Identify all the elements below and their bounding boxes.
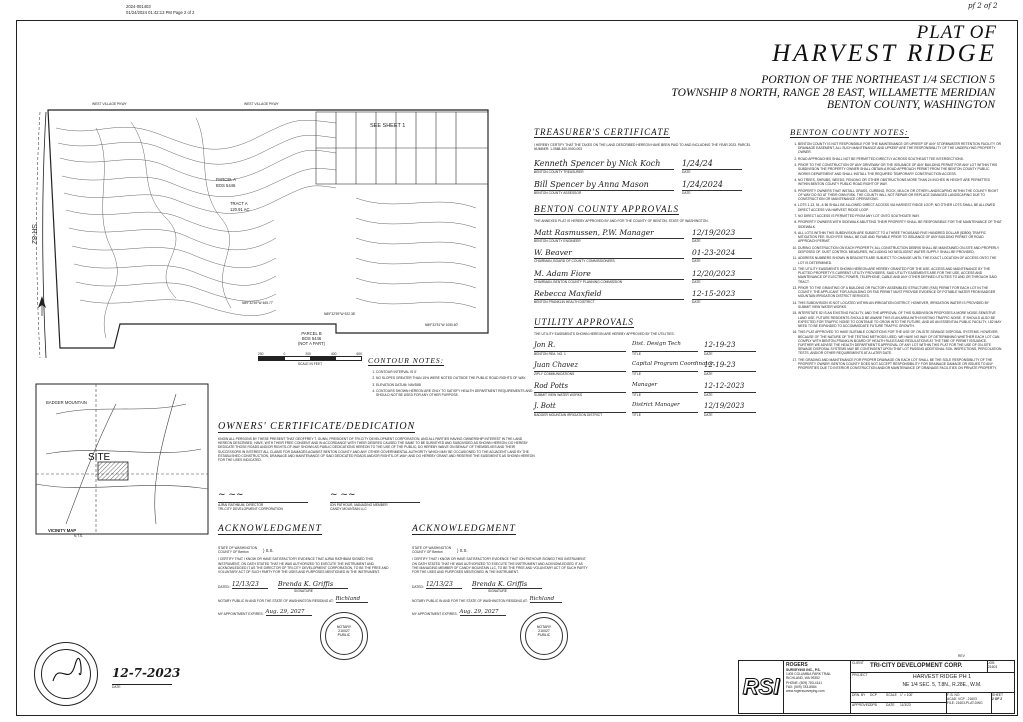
county-approval-date-block — [692, 289, 752, 304]
owners-title: OWNERS' CERTIFICATE/DEDICATION — [218, 421, 416, 432]
date-label: DATE — [692, 259, 701, 264]
owner-sig-2-org: CANDY MOUNTAIN LLC — [330, 507, 367, 512]
utility-approvals-text: THE UTILITY EASEMENTS SHOWN HEREON ARE HEREBY APPROVED BY THE UTILITIES: — [534, 332, 675, 336]
plat-title-line1: PLAT OF — [916, 22, 997, 43]
parcel-a-bos: BOS 5446 — [216, 183, 236, 188]
project-value: HARVEST RIDGE PH 1 — [912, 674, 972, 680]
assessor-signature: Bill Spencer by Anna Mason — [534, 180, 674, 191]
scale-graphic — [258, 356, 362, 361]
county-approval-signature: W. Beaver — [534, 248, 684, 259]
utility-approval-row — [534, 402, 756, 417]
date-label: DATE — [704, 352, 713, 357]
print-doc-id: 2024-001403 — [126, 4, 151, 9]
firm-name: ROGERS — [786, 662, 808, 668]
ack1-county: COUNTY OF Benton — [218, 550, 249, 555]
scale-label: SCALE IN FEET — [297, 362, 323, 367]
county-approval-label: CHAIRMAN, BOARD OF COUNTY COMMISSIONERS — [534, 259, 615, 264]
site-map — [36, 98, 496, 380]
ack1-text: I CERTIFY THAT I KNOW OR HAVE SATISFACTORY EVIDENCE THAT AJRAI RATHBUM SIGNED THIS INSTRUMENT, ON OATH STATED THAT HE WAS AUTHORIZED TO EXECUTE THE INSTRUMENT AND ACKNOWLEDGED IT AS THE DIRECTOR OF TRI-CITY DEVELOPMENT CORPORATION, TO BE THE FREE AND VOLUNTARY ACT OF SUCH PARTY FOR THE USES AND PURPOSES MENTIONED IN THE INSTRUMENT. — [218, 557, 389, 575]
utility-date: 12/19/2023 — [704, 402, 756, 413]
county-approval-label: BENTON FRANKLIN HEALTH DISTRICT — [534, 299, 595, 304]
county-approval-date: 12/20/2023 — [692, 269, 752, 280]
treasurer-sig-row — [534, 159, 754, 174]
county-note: 7. NO DIRECT ACCESS IS PERMITTED FROM ANY LOT ONTO SOUTHGATE WAY. — [798, 214, 1002, 218]
ack2-expires: Aug. 29, 2027 — [460, 609, 506, 616]
utility-title-block — [632, 341, 698, 356]
north-arrow-icon — [34, 296, 50, 316]
county-note: 8. PROPERTY OWNERS WITH SIDEWALK ABUTTING THEIR PROPERTY SHALL BE RESPONSIBLE FOR THE MAINTENANCE OF THAT SIDEWALK. — [798, 220, 1002, 228]
ack2-sig-label: SIGNATURE — [488, 589, 507, 594]
vicinity-map-label: VICINITY MAP — [48, 528, 77, 533]
county-approval-label: CHAIRMAN, BENTON COUNTY PLANNING COMMISSION — [534, 279, 623, 284]
ack2-dated-label: DATED: — [412, 585, 424, 590]
scale-tick: 0 — [283, 352, 286, 356]
county-note: 2. ROAD APPROACHES SHALL NOT BE PERMITTED DIRECTLY ACROSS SOUTHEAST TEE INTERSECTIONS. — [798, 157, 1002, 161]
county-notes-title: BENTON COUNTY NOTES: — [790, 127, 909, 137]
county-approval-date-block — [692, 248, 752, 263]
date-label: DATE — [682, 190, 691, 195]
utility-signature: Rod Potts — [534, 382, 626, 393]
firm-fax: FAX: (509) 783-8584 — [786, 684, 817, 689]
county-approval-sig-block — [534, 248, 684, 263]
dim-line-2: N89°32'59"W 922.38' — [324, 312, 356, 316]
date-label: DATE — [692, 299, 701, 304]
utility-title: Manager — [632, 382, 698, 393]
owner-sig-2-name: ION PATHOUR, MANAGING MEMBER — [330, 503, 388, 507]
site-label: SITE — [88, 452, 111, 463]
county-approval-row — [534, 228, 756, 243]
county-note: 15. INTERSTATE 82 IS AN EXISTING FACILITY, AND THE APPROVAL OF THIS SUBDIVISION PROPOSES A MORE NOISE-SENSITIVE LAND USE. FUTURE RESIDENTS SHOULD BE AWARE THIS IS AN AREA WITH EXISTING TRAFFIC NOISE. IT SHOULD ALSO BE EXPECTED FOR TRAFFIC NOISE TO CONTINUE TO GROW INTO THE FUTURE, AND AS AN ESSENTIAL PUBLIC FACILITY, I-82 MAY NEED TO BE EXPANDED TO ACCOMMODATE FUTURE TRAFFIC GROWTH. — [798, 311, 1002, 328]
parcel-b-label: PARCEL B — [301, 331, 322, 336]
location-line1: PORTION OF THE NORTHEAST 1/4 SECTION 5 — [761, 74, 995, 86]
county-approvals-title: BENTON COUNTY APPROVALS — [534, 204, 680, 214]
utility-approvals-title: UTILITY APPROVALS — [534, 317, 634, 327]
location-line2: TOWNSHIP 8 NORTH, RANGE 28 EAST, WILLAMETTE MERIDIAN — [671, 86, 995, 99]
firm-addr1: 1405 COLUMBIA PARK TRAIL — [786, 672, 832, 677]
owner-sig-1-org: TRI-CITY DEVELOPMENT CORPORATION — [218, 507, 283, 512]
treasurer-certificate — [534, 122, 754, 195]
scale-tick: 200 — [258, 352, 264, 356]
county-notes-list — [790, 142, 1002, 370]
ack2-text: I CERTIFY THAT I KNOW OR HAVE SATISFACTORY EVIDENCE THAT ION PATHOUR SIGNED THIS INSTRUMENT, ON OATH STATED THAT HE WAS AUTHORIZED TO EXECUTE THE INSTRUMENT AND ACKNOWLEDGED IT AS THE MANAGING MEMBER OF CANDY MOUNTAIN LLC, TO BE THE FREE AND VOLUNTARY ACT OF SUCH PARTY FOR THE USES AND PURPOSES MENTIONED IN THE INSTRUMENT. — [412, 557, 588, 575]
street-label: WEST VILLAGE PKWY — [92, 102, 127, 106]
owner-sig-1-name: AJRAI RATHBUM, DIRECTOR — [218, 503, 264, 507]
ack2-notary: NOTARY PUBLIC IN AND FOR THE STATE OF WASHINGTON RESIDING AT: — [412, 599, 528, 604]
county-note: 6. LOTS 1-13, 51, & 56 SHALL BE ALLOWED DIRECT ACCESS VIA HARVEST RIDGE LOOP; NO OTHER LOTS SHALL BE ALLOWED DIRECT ACCESS VIA HARVEST RIDGE LOOP. — [798, 203, 1002, 211]
county-note: 13. PRIOR TO THE GRANTING OF A BUILDING OR FACTORY ASSEMBLED STRUCTURE (FAS) PERMIT FOR EACH LOT IN THE COUNTY, THE APPLICANT FOR A BUILDING OR FAS PERMIT MUST PROVIDE EVIDENCE OF POTABLE WATER FROM BADGER MOUNTAIN IRRIGATION DISTRICT SERVICES. — [798, 286, 1002, 299]
county-approval-signature: Rebecca Maxfield — [534, 289, 684, 300]
scale-tb-value: 1" = 100' — [900, 693, 913, 697]
rev-label: REV — [958, 654, 965, 658]
surveyor-stamp-date: 12-7-2023 — [112, 666, 181, 680]
sheet-value: 2 OF 2 — [992, 697, 1003, 702]
date-label: DATE — [704, 412, 713, 417]
county-approval-date-block — [692, 228, 752, 243]
utility-signature: J. Bott — [534, 402, 626, 413]
utility-label: BADGER MOUNTAIN IRRIGATION DISTRICT — [534, 412, 603, 417]
date-label: DATE — [682, 170, 691, 175]
utility-sig-block — [534, 361, 626, 376]
project-label: PROJECT — [852, 673, 868, 677]
job-value: 21603 — [988, 665, 998, 670]
owner-signature-2: ~ ~~ — [330, 490, 420, 503]
ack2-ss: } S.S. — [457, 547, 468, 553]
title-label: TITLE — [632, 412, 641, 417]
ack2-county: COUNTY OF Benton — [412, 550, 443, 555]
county-approval-row — [534, 269, 756, 284]
county-approval-sig-block — [534, 269, 684, 284]
county-approval-date: 01-23-2024 — [692, 248, 752, 259]
contour-notes-list — [368, 370, 538, 398]
firm-phone: PHONE: (509) 783-4141 — [786, 680, 823, 685]
sr82-label: SR-82 — [30, 224, 37, 244]
appr-value: DPB — [870, 703, 877, 707]
scale-bar — [258, 352, 362, 366]
utility-sig-block — [534, 382, 626, 397]
job-label: JOB — [988, 661, 995, 665]
ack2-title: ACKNOWLEDGMENT — [412, 524, 516, 534]
sheet-mark: pf 2 of 2 — [968, 2, 998, 10]
parcel-b-bos: BOS 5446 — [301, 336, 322, 341]
title-block — [738, 660, 1015, 714]
seal-line: PUBLIC — [537, 633, 551, 637]
utility-approval-row — [534, 382, 756, 397]
surveyor-stamp — [34, 642, 98, 706]
ack1-sig-label: SIGNATURE — [294, 589, 313, 594]
utility-approvals — [534, 312, 756, 417]
utility-date: 12-19-23 — [704, 341, 756, 352]
utility-signature: Jon R. — [534, 341, 626, 352]
scale-tick: 600 — [356, 352, 362, 356]
acknowledgment-1 — [218, 518, 394, 616]
vicinity-map — [36, 384, 208, 534]
print-timestamp: 01/24/2024 01:42:13 PM Page 2 of 2 — [126, 10, 195, 15]
date-tb-value: 11/3/23 — [900, 703, 911, 707]
firm-name-2: SURVEYING INC., P.S. — [786, 668, 821, 672]
ack1-expires: Aug. 29, 2027 — [266, 609, 312, 616]
seal-line: PUBLIC — [337, 633, 351, 637]
utility-title: Capital Program Coordinator — [632, 361, 698, 372]
ack2-state: STATE OF WASHINGTON — [412, 546, 452, 550]
firm-info — [784, 661, 851, 713]
county-approval-sig-block — [534, 289, 684, 304]
ack1-dated-label: DATED: — [218, 585, 230, 590]
date-label: DATE — [692, 279, 701, 284]
county-notes — [790, 122, 1002, 373]
scale-tick: 400 — [330, 352, 337, 356]
firm-web: www.rogerssurveying.com — [786, 689, 825, 694]
county-approvals — [534, 199, 756, 304]
county-approval-signature: M. Adam Fiore — [534, 269, 684, 280]
rsi-logo-text: RSI — [742, 674, 780, 699]
utility-label: SUMMIT VIEW WATER WORKS — [534, 392, 583, 397]
fb-label: F. B. NO. — [947, 693, 961, 697]
seal-line: 210027 — [338, 629, 350, 633]
treasurer-title: TREASURER'S CERTIFICATE — [534, 127, 670, 137]
county-approval-date: 12-15-2023 — [692, 289, 752, 300]
client-label: CLIENT — [852, 661, 864, 665]
date-label: DATE — [704, 372, 713, 377]
county-approval-date: 12/19/2023 — [692, 228, 752, 239]
utility-title: Dist. Design Tech — [632, 341, 698, 352]
title-label: TITLE — [632, 392, 641, 397]
date-label: DATE — [692, 239, 701, 244]
utility-title: District Manager — [632, 402, 698, 413]
dim-line-3: N89°32'51"W 1050.60' — [425, 323, 459, 327]
utility-date-block — [704, 341, 756, 356]
drn-label: DRN. BY — [852, 693, 866, 697]
sheet-label: SHEET — [992, 693, 1003, 697]
see-sheet-label: SEE SHEET 1 — [370, 123, 406, 129]
assessor-sig-row — [534, 180, 754, 195]
title-label: TITLE — [632, 372, 641, 377]
plat-title-line2: HARVEST RIDGE — [772, 40, 997, 67]
notary-seal-2 — [520, 612, 568, 660]
parcel-b-note: (NOT A PART) — [298, 341, 325, 346]
utility-signature: Juan Chavez — [534, 361, 626, 372]
ack1-notary: NOTARY PUBLIC IN AND FOR THE STATE OF WASHINGTON RESIDING AT: — [218, 599, 334, 604]
dim-line-1: N89°32'59"W 465.77' — [242, 301, 274, 305]
ack2-expires-label: MY APPOINTMENT EXPIRES: — [412, 612, 458, 617]
county-approval-label: BENTON COUNTY ENGINEER — [534, 239, 581, 244]
title-block-fields — [851, 661, 1014, 713]
owner-sig-2 — [330, 490, 420, 511]
county-note: 5. PROPERTY OWNERS THAT INSTALL GRASS, CURBING, ROCK, MULCH OR OTHER LANDSCAPING WITHIN THE COUNTY RIGHT OF WAY DO SO AT THEIR OWN RISK. THE COUNTY WILL NOT REPAIR OR REPLACE DAMAGED LANDSCAPING DUE TO CONSTRUCTION OR MAINTENANCE OPERATIONS. — [798, 189, 1002, 202]
project-desc: NE 1/4 SEC. 5, T.8N., R.28E., W.M. — [902, 682, 982, 688]
contour-note: 2. NO SLOPES GREATER THAN 15% WERE NOTED OUTSIDE THE PUBLIC ROAD RIGHTS OF WAY. — [376, 376, 538, 380]
rsi-logo — [739, 661, 784, 713]
file-value: FILE: 21603-PLAT.DWG — [947, 701, 983, 706]
ack1-ss: } S.S. — [263, 547, 274, 553]
badger-mountain-label: BADGER MOUNTAIN — [46, 400, 87, 405]
utility-approval-row — [534, 341, 756, 356]
utility-date-block — [704, 402, 756, 417]
notary-seal-1 — [320, 612, 368, 660]
utility-label: BENTON REA. NO. 1 — [534, 352, 566, 357]
contour-notes — [368, 350, 538, 400]
owner-sig-1 — [218, 490, 308, 511]
utility-approval-row — [534, 361, 756, 376]
county-note: 3. PRIOR TO THE CONSTRUCTION OF ANY DRIVEWAY OR THE ISSUANCE OF ANY BUILDING PERMIT FOR ANY LOT WITHIN THIS SUBDIVISION THE PROPERTY OWNER SHALL OBTAIN A ROAD APPROACH PERMIT FROM THE BENTON COUNTY PUBLIC WORKS DEPARTMENT AND SHALL INSTALL THE REQUIRED TEMPORARY CONSTRUCTION ACCESS. — [798, 163, 1002, 176]
surveyor-date-label: DATE — [112, 684, 172, 689]
acad-value: ACAD: VCP - 21603 — [947, 697, 977, 702]
vicinity-nts: N.T.S. — [74, 534, 83, 538]
owners-text: KNOW ALL PERSONS BY THESE PRESENT THAT GEOFFREY T. GUNN, PRESIDENT OF TRI-CITY DEVELOPMENT CORPORATION, AND ALL PARTIES HAVING OWNERSHIP INTEREST IN THE LAND HEREON DESCRIBED, HAVE, WITH THEIR FREE CONSENT AND IN ACCORDANCE WITH THEIR DESIRES CAUSED THE SAME TO BE SURVEYED AND SUBDIVIDED AS SHOWN HEREON; DO HEREBY DEDICATE THOSE ROADS AND/OR RIGHTS-OF-WAY SHOWN AS PUBLIC DEDICATIONS HEREON TO THE USE OF THE PUBLIC; DO HEREBY WAIVE ON BEHALF OF THEMSELVES AND THEIR SUCCESSORS IN INTEREST ALL CLAIMS FOR DAMAGES AGAINST BENTON COUNTY AND ANY OTHER GOVERNMENTAL AUTHORITY WHICH MAY BE OCCASIONED TO THE ADJACENT LAND BY THE ESTABLISHED CONSTRUCTION, DRAINAGE AND MAINTENANCE OF SAID DEDICATED ROADS AND/OR RIGHTS-OF-WAY; AND DO HEREBY GRANT AND RESERVE THE EASEMENTS AS SHOWN HEREON FOR THE USES INDICATED. — [218, 437, 535, 463]
county-note: 14. THIS SUBDIVISION IS NOT LOCATED WITHIN AN IRRIGATION DISTRICT; HOWEVER, IRRIGATION WATER IS PROVIDED BY SUMMIT VIEW WATER WORKS. — [798, 301, 1002, 309]
seal-line: NOTARY — [336, 625, 352, 629]
treasurer-signature: Kenneth Spencer by Nick Koch — [534, 159, 674, 170]
utility-date-block — [704, 361, 756, 376]
county-note: 1. BENTON COUNTY IS NOT RESPONSIBLE FOR THE MAINTENANCE OR UPKEEP OF ANY STORMWATER RETENTION FACILITY OR DRAINAGE EASEMENT, ALL SUCH MAINTENANCE AND UPKEEP ARE THE RESPONSIBILITY OF THE UNDERLYING PROPERTY OWNER. — [798, 142, 1002, 155]
ack2-signature: Brenda K. Griffis — [472, 580, 542, 589]
treasurer-text: I HEREBY CERTIFY THAT THE TAXES ON THE LAND DESCRIBED HEREON HAVE BEEN PAID TO AND INCLUDING THE YEAR 2023. PARCEL NUMBER: 1-0588-400-0000-003 — [534, 143, 751, 152]
ack1-signature: Brenda K. Griffis — [278, 580, 348, 589]
contour-note: 4. CONTOURS SHOWN HEREON ARE ONLY TO SATISFY HEALTH DEPARTMENT REQUIREMENTS AND SHOULD NOT BE USED FOR ANY OTHER PURPOSE. — [376, 389, 538, 397]
owners-certificate — [218, 416, 536, 462]
county-note: 4. NO TREES, SHRUBS, WEEDS, FENCING OR OTHER OBSTRUCTIONS MORE THAN 24 INCHES IN HEIGHT ARE PERMITTED WITHIN BENTON COUNTY PUBLIC ROAD RIGHT OF WAY. — [798, 178, 1002, 186]
date-label: DATE — [704, 392, 713, 397]
assessor-sig-label: BENTON COUNTY ASSESSOR — [534, 190, 582, 195]
firm-addr2: RICHLAND, WA 99352 — [786, 676, 820, 681]
ack1-title: ACKNOWLEDGMENT — [218, 524, 322, 534]
parcel-a-label: PARCEL A — [216, 177, 237, 182]
contour-notes-title: CONTOUR NOTES: — [368, 356, 445, 365]
county-note: 11. ADDRESS NUMBERS SHOWN IN BRACKETS ARE SUBJECT TO CHANGE UNTIL THE EXACT LOCATION OF ACCESS ONTO THE LOT IS DETERMINED. — [798, 256, 1002, 264]
utility-date-block — [704, 382, 756, 397]
ack1-dated: 12/13/23 — [232, 581, 268, 589]
location-line3: BENTON COUNTY, WASHINGTON — [826, 99, 995, 111]
county-note: 16. THIS PLAT APPROVED TO HAVE SUITABLE CONDITIONS FOR THE USE OF ON-SITE SEWAGE DISPOSAL SYSTEMS. HOWEVER, BECAUSE OF THE NATURE OF THE TESTING METHODS USED, WE HAVE NO WAY OF DETERMINING WHETHER EACH LOT CAN COMPLY WITH BENTON-FRANKLIN BOARD OF HEALTH RULES AND REGULATIONS AT THE TIME OF PERMIT ISSUANCE. FURTHER WE ADVISE THE HEALTH DEPARTMENT'S APPROVAL OF ANY LOT WITHIN THIS PLAT FOR THE USE OF ON-SITE SEWAGE DISPOSAL SYSTEMS MAY BE CONTINGENT UPON THAT LOT PASSING ADDITIONAL SOIL INSPECTIONS, PERCOLATION TESTS, AND/OR OTHER REQUIREMENTS AT A LATER DATE. — [798, 330, 1002, 355]
ack1-state: STATE OF WASHINGTON — [218, 546, 258, 550]
treasurer-sig-label: BENTON COUNTY TREASURER — [534, 170, 584, 175]
utility-title-block — [632, 402, 698, 417]
contour-note: 1. CONTOUR INTERVAL IS 5' — [376, 370, 538, 374]
county-note: 17. THE GRADING AND MAINTENANCE FOR PROPER DRAINAGE ON EACH LOT SHALL BE THE SOLE RESPONSIBILITY OF THE PROPERTY OWNER. BENTON COUNTY DOES NOT ACCEPT RESPONSIBILITY FOR DRAINAGE DAMAGE OR ISSUES TO ANY PROPERTIES DUE TO INTERIOR CONSTRUCTION AND/OR MAINTENANCE OF DRAINAGE FACILITIES ON PRIVATE PROPERTY. — [798, 358, 1002, 371]
county-note: 12. THE UTILITY EASEMENTS SHOWN HEREON ARE HEREBY GRANTED FOR THE USE, ACCESS AND MAINTENANCE BY THE PLATTED PROPERTY'S CURRENT UTILITY PROVIDERS. SAID UTILITY EASEMENTS ARE FOR THE USE, ACCESS AND MAINTENANCE OF ELECTRIC POWER, TELEPHONE, CABLE AND ANY OTHER DEFINED UTILITIES TO AND OR THROUGH SAID TRACT. — [798, 267, 1002, 284]
seal-line: NOTARY — [536, 625, 552, 629]
tract-a-area: 120.91 AC — [230, 207, 250, 212]
county-approval-signature: Matt Rasmussen, P.W. Manager — [534, 228, 684, 239]
parcel-b-block — [298, 331, 325, 346]
utility-date: 12-12-2023 — [704, 382, 756, 393]
appr-label: APPROVED — [852, 703, 871, 707]
county-note: 9. ALL LOTS WITHIN THIS SUBDIVISION ARE SUBJECT TO A THREE THOUSAND FIVE HUNDRED DOLLAR ($3500) TRAFFIC MITIGATION FEE. SUCH FEE SHALL BE DUE AND PAYABLE PRIOR TO ISSUANCE OF ANY BUILDING PERMIT OR ROAD APPROACH PERMIT. — [798, 231, 1002, 244]
owner-signature-1: ~ ~~ — [218, 490, 308, 503]
client-value: TRI-CITY DEVELOPMENT CORP. — [870, 663, 963, 669]
ack2-residing: Richland — [530, 596, 562, 603]
date-tb-label: DATE — [886, 703, 895, 707]
ack1-residing: Richland — [336, 596, 368, 603]
county-approval-row — [534, 248, 756, 263]
utility-sig-block — [534, 402, 626, 417]
assessor-date: 1/24/2024 — [682, 180, 742, 191]
title-label: TITLE — [632, 352, 641, 357]
seal-line: 210027 — [538, 629, 550, 633]
tract-a-label: TRACT A — [230, 201, 248, 206]
county-approvals-text: THE ANNEXED PLAT IS HEREBY APPROVED BY AND FOR THE COUNTY OF BENTON, STATE OF WASHINGTON. — [534, 219, 709, 223]
county-approval-date-block — [692, 269, 752, 284]
county-approval-sig-block — [534, 228, 684, 243]
treasurer-date: 1/24/24 — [682, 159, 742, 170]
county-approval-row — [534, 289, 756, 304]
scale-tick: 200 — [305, 352, 311, 356]
ack1-expires-label: MY APPOINTMENT EXPIRES: — [218, 612, 264, 617]
drn-value: DCP — [870, 693, 877, 697]
surveyor-signature-mark — [35, 643, 97, 705]
county-note: 10. DURING CONSTRUCTION ON EACH PROPERTY, ALL CONSTRUCTION DEBRIS SHALL BE MAINTAINED ON-SITE AND PROPERLY DISPOSED OF. DUST CONTROL MEASURES, INCLUDING NO NEGLIGENT WATER SUPPLY SHALL BE PROVIDED. — [798, 246, 1002, 254]
scale-tb-label: SCALE — [886, 693, 897, 697]
utility-label: ZIPLY COMMUNICATIONS — [534, 372, 575, 377]
contour-note: 3. ELEVATION DATUM: NAVD88 — [376, 383, 538, 387]
street-label-2: WEST VILLAGE PKWY — [244, 102, 279, 106]
utility-sig-block — [534, 341, 626, 356]
utility-date: 12-19-23 — [704, 361, 756, 372]
utility-title-block — [632, 382, 698, 397]
acknowledgment-2 — [412, 518, 588, 616]
location-block — [671, 74, 995, 112]
ack2-dated: 12/13/23 — [426, 581, 462, 589]
